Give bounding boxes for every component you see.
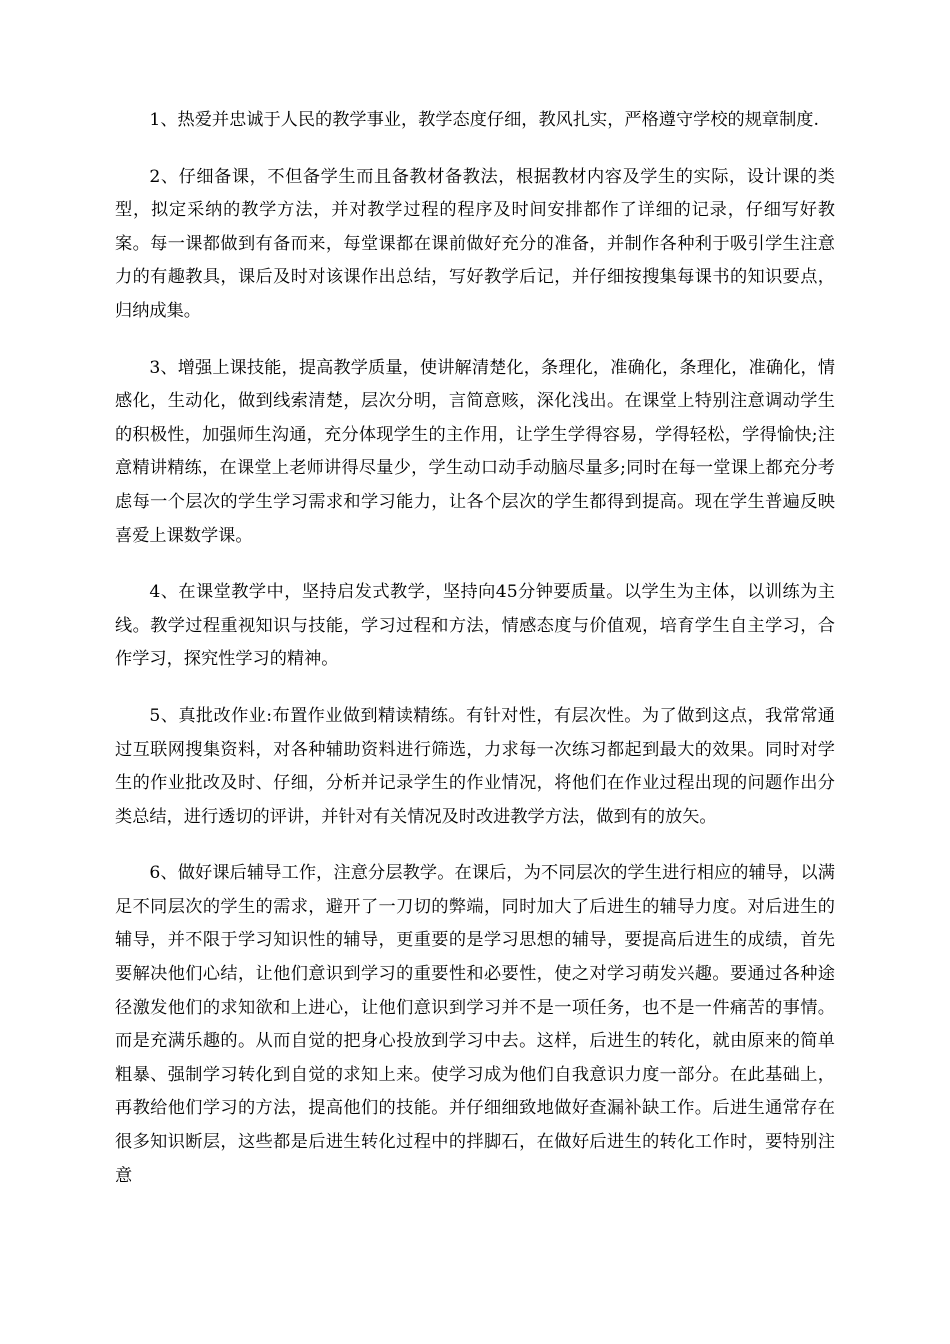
paragraph-3: 3、增强上课技能，提高教学质量，使讲解清楚化，条理化，准确化，条理化，准确化，情感化，生动化，做到线索清楚，层次分明，言简意赅，深化浅出。在课堂上特别注意调动学生的积极性，加强师生沟通，充分体现学生的主作用，让学生学得容易，学得轻松，学得愉快;注意精讲精练，在课堂上老师讲得尽量少，学生动口动手动脑尽量多;同时在每一堂课上都充分考虑每一个层次的学生学习需求和学习能力，让各个层次的学生都得到提高。现在学生普遍反映喜爱上课数学课。 xyxy=(115,357,835,546)
document-body xyxy=(115,104,835,1216)
paragraph-5: 5、真批改作业:布置作业做到精读精练。有针对性，有层次性。为了做到这点，我常常通过互联网搜集资料，对各种辅助资料进行筛选，力求每一次练习都起到最大的效果。同时对学生的作业批改及时、仔细，分析并记录学生的作业情况，将他们在作业过程出现的问题作出分类总结，进行透切的评讲，并针对有关情况及时改进教学方法，做到有的放矢。 xyxy=(115,705,835,827)
paragraph-4: 4、在课堂教学中，坚持启发式教学，坚持向45分钟要质量。以学生为主体，以训练为主线。教学过程重视知识与技能，学习过程和方法，情感态度与价值观，培育学生自主学习，合作学习，探究性学习的精神。 xyxy=(115,582,835,670)
paragraph-6: 6、做好课后辅导工作，注意分层教学。在课后，为不同层次的学生进行相应的辅导，以满足不同层次的学生的需求，避开了一刀切的弊端，同时加大了后进生的辅导力度。对后进生的辅导，并不限于学习知识性的辅导，更重要的是学习思想的辅导，要提高后进生的成绩，首先要解决他们心结，让他们意识到学习的重要性和必要性，使之对学习萌发兴趣。要通过各种途径激发他们的求知欲和上进心，让他们意识到学习并不是一项任务，也不是一件痛苦的事情。而是充满乐趣的。从而自觉的把身心投放到学习中去。这样，后进生的转化，就由原来的简单粗暴、强制学习转化到自觉的求知上来。使学习成为他们自我意识力度一部分。在此基础上，再教给他们学习的方法，提高他们的技能。并仔细细致地做好查漏补缺工作。后进生通常存在很多知识断层，这些都是后进生转化过程中的拌脚石，在做好后进生的转化工作时，要特别注意 xyxy=(115,863,835,1186)
paragraph-2: 2、仔细备课，不但备学生而且备教材备教法，根据教材内容及学生的实际，设计课的类型，拟定采纳的教学方法，并对教学过程的程序及时间安排都作了详细的记录，仔细写好教案。每一课都做到有备而来，每堂课都在课前做好充分的准备，并制作各种利于吸引学生注意力的有趣教具，课后及时对该课作出总结，写好教学后记，并仔细按搜集每课书的知识要点，归纳成集。 xyxy=(115,166,835,321)
paragraph-1: 1、热爱并忠诚于人民的教学事业，教学态度仔细，教风扎实，严格遵守学校的规章制度. xyxy=(149,110,819,130)
